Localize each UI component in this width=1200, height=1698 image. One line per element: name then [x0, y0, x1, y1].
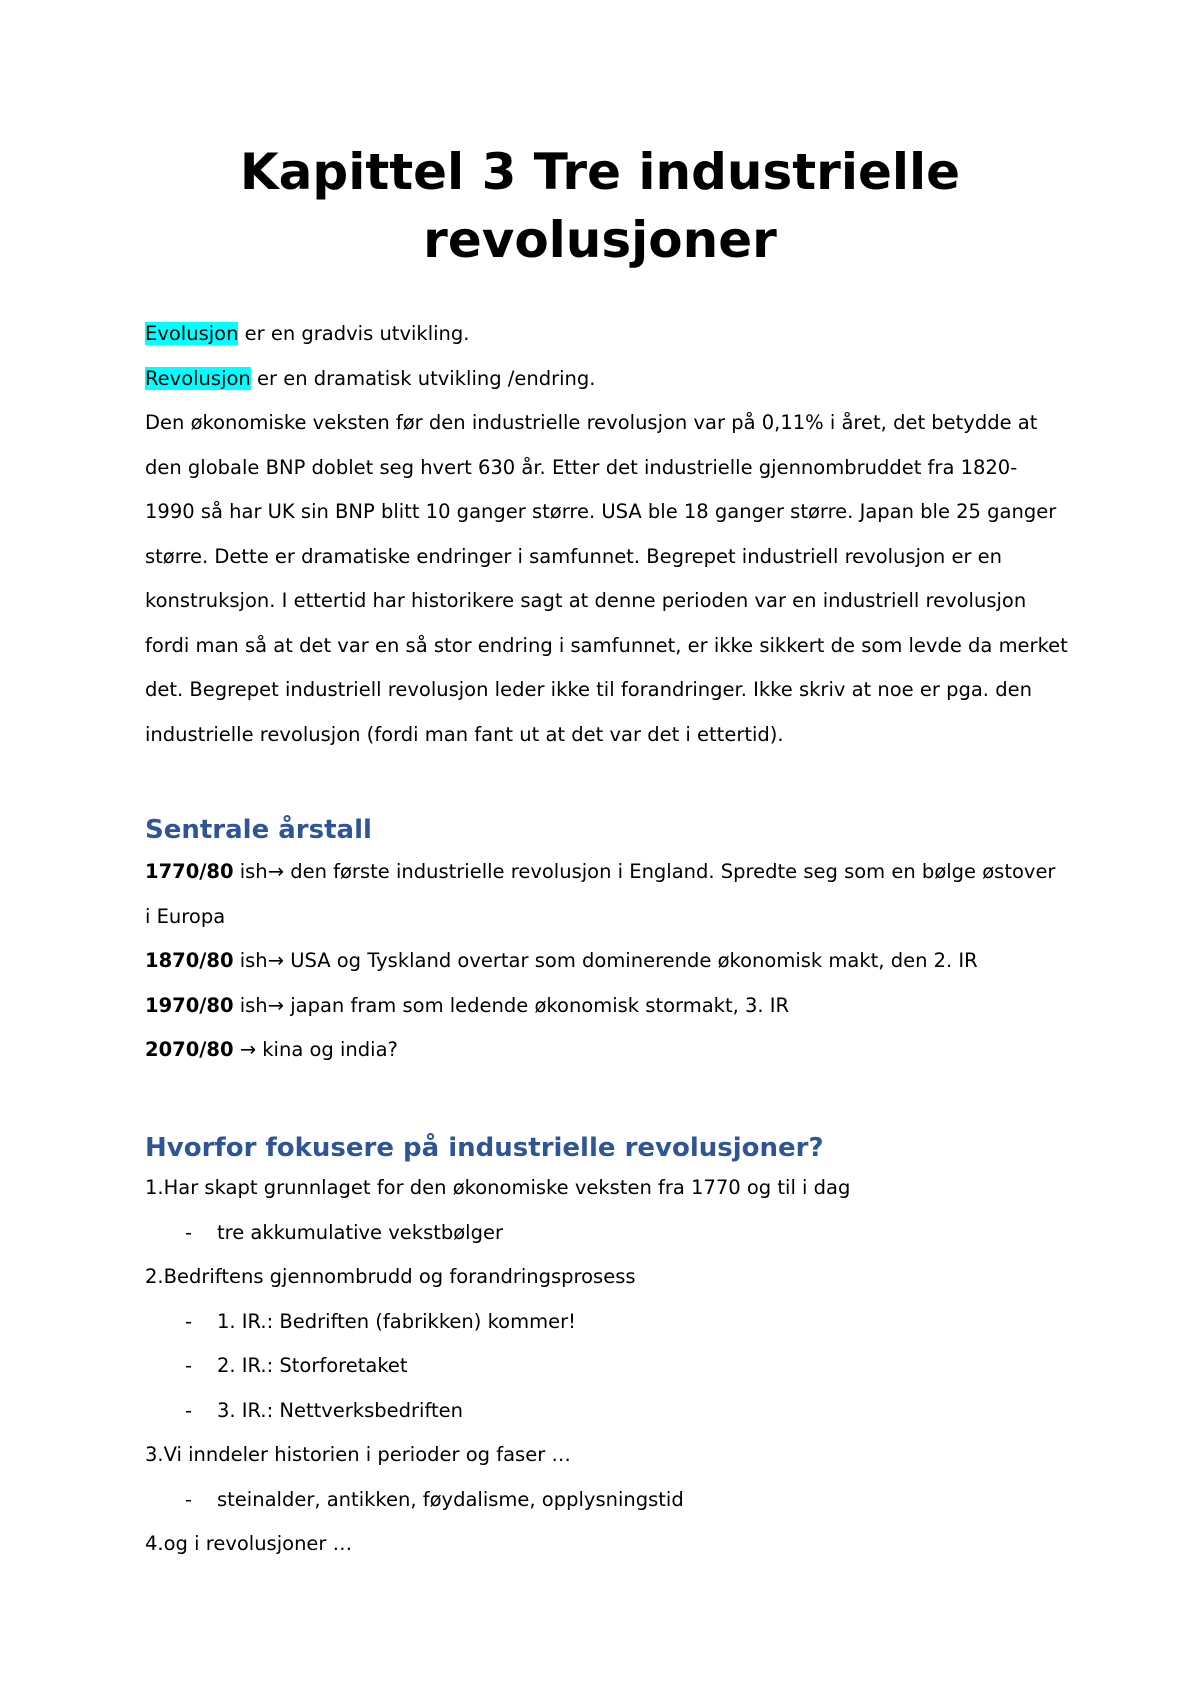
year-item [145, 1028, 1075, 1073]
numbered-item: 2.Bedriftens gjennombrudd og forandringsprosess [145, 1265, 636, 1288]
title-line-1: Kapittel 3 Tre industrielle [239, 143, 961, 201]
paragraph-line: Den økonomiske veksten før den industrielle revolusjon var på 0,11% i året, det betydde at [145, 411, 1038, 434]
bullet-marker: - [185, 1309, 193, 1333]
paragraph-line: fordi man så at det var en så stor endring i samfunnet, er ikke sikkert de som levde da merket [145, 633, 1068, 657]
title-line-2: revolusjoner [423, 211, 777, 269]
page-title [150, 138, 1050, 274]
paragraph-line: 1990 så har UK sin BNP blitt 10 ganger større. USA ble 18 ganger større. Japan ble 25 ganger [145, 500, 1057, 523]
revolution-term-highlight: Revolusjon [145, 366, 251, 390]
bullet-marker: - [185, 1220, 193, 1244]
intro-block [145, 312, 1075, 757]
bullet-item [145, 1344, 1075, 1389]
bullet-text: tre akkumulative vekstbølger [217, 1220, 503, 1244]
year-label: 2070/80 [145, 1038, 234, 1061]
paragraph-line: konstruksjon. I ettertid har historikere sagt at denne perioden var en industriell revolusjon [145, 589, 1027, 612]
year-description: ish→ USA og Tyskland overtar som dominerende økonomisk makt, den 2. IR [233, 949, 978, 972]
bullet-marker: - [185, 1354, 193, 1377]
bullet-item [145, 1389, 1075, 1434]
revolution-definition: Revolusjon er en dramatisk utvikling /endring. [145, 366, 596, 390]
year-label: 1770/80 [145, 860, 234, 883]
bullet-marker: - [185, 1487, 193, 1511]
year-item [145, 850, 1075, 895]
bullet-item [145, 1478, 1075, 1523]
year-item [145, 895, 1075, 940]
year-description: → kina og india? [233, 1038, 398, 1061]
key-years-list [145, 850, 1075, 1073]
numbered-item: 1.Har skapt grunnlaget for den økonomiske veksten fra 1770 og til i dag [145, 1176, 851, 1199]
evolution-term-highlight: Evolusjon [145, 322, 239, 345]
year-item [145, 939, 1075, 984]
bullet-item [145, 1211, 1075, 1256]
year-label: 1870/80 [145, 949, 234, 972]
year-item [145, 984, 1075, 1029]
intro-paragraph [145, 401, 1075, 757]
section-heading-key-years: Sentrale årstall [145, 815, 372, 845]
why-focus-list [145, 1166, 1075, 1567]
paragraph-line: den globale BNP doblet seg hvert 630 år. Etter det industrielle gjennombruddet fra 1820- [145, 455, 1018, 479]
bullet-text: 2. IR.: Storforetaket [217, 1354, 408, 1377]
numbered-item: 3.Vi inndeler historien i perioder og faser … [145, 1443, 571, 1466]
numbered-item: 4.og i revolusjoner … [145, 1532, 353, 1555]
year-description: ish→ den første industrielle revolusjon i England. Spredte seg som en bølge østover [233, 860, 1056, 883]
year-description: ish→ japan fram som ledende økonomisk stormakt, 3. IR [233, 993, 790, 1017]
year-description: i Europa [145, 904, 226, 928]
evolution-definition: Evolusjon er en gradvis utvikling. [145, 322, 470, 345]
section-heading-why-focus: Hvorfor fokusere på industrielle revolusjoner? [145, 1133, 824, 1163]
bullet-text: steinalder, antikken, føydalisme, opplysningstid [217, 1487, 684, 1511]
paragraph-line: det. Begrepet industriell revolusjon leder ikke til forandringer. Ikke skriv at noe er pga. den [145, 678, 1032, 701]
bullet-text: 3. IR.: Nettverksbedriften [217, 1398, 463, 1422]
year-label: 1970/80 [145, 993, 234, 1017]
bullet-item [145, 1300, 1075, 1345]
bullet-text: 1. IR.: Bedriften (fabrikken) kommer! [217, 1309, 576, 1333]
bullet-marker: - [185, 1398, 193, 1422]
paragraph-line: større. Dette er dramatiske endringer i samfunnet. Begrepet industriell revolusjon er en [145, 544, 1003, 568]
paragraph-line: industrielle revolusjon (fordi man fant ut at det var det i ettertid). [145, 722, 784, 746]
